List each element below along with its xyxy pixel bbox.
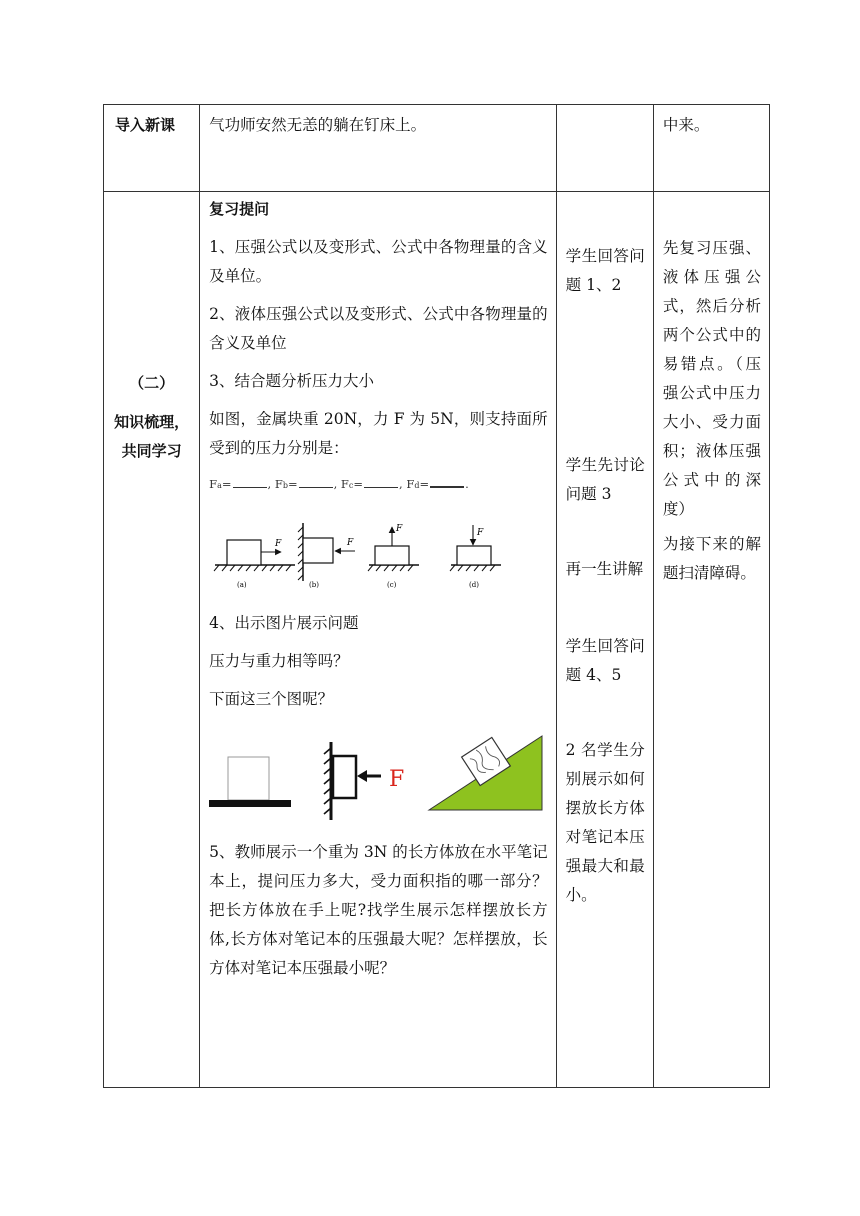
intent-text: 中来。	[662, 116, 710, 134]
force-diagrams-abcd	[209, 519, 529, 599]
table-row	[104, 105, 770, 192]
picture-block-on-slope	[429, 736, 542, 810]
diagram-c	[368, 524, 419, 589]
force-label-d: F	[477, 528, 484, 538]
student-activity-4: 学生回答问题 4、5	[565, 637, 645, 684]
question-1: 1、压强公式以及变形式、公式中各物理量的含义及单位。	[209, 238, 548, 285]
content-text: 气功师安然无恙的躺在钉床上。	[209, 116, 427, 134]
picture-block-on-floor	[209, 757, 291, 807]
student-activity-5: 2 名学生分别展示如何摆放长方体对笔记本压强最大和最小。	[565, 741, 645, 904]
stage-number: （二）	[129, 374, 175, 392]
diagram-label-b: (b)	[309, 581, 320, 589]
question-3-description: 如图，金属块重 20N，力 F 为 5N，则支持面所受到的压力分别是：	[209, 410, 548, 457]
student-activity-3: 再一生讲解	[565, 560, 644, 578]
blank-fb	[299, 476, 333, 488]
student-cell	[556, 192, 653, 1088]
lesson-plan-table	[103, 104, 770, 1088]
intent-cell	[653, 105, 769, 192]
student-text	[557, 105, 653, 111]
diagram-b	[298, 523, 355, 589]
student-activity-1: 学生回答问题 1、2	[565, 247, 645, 294]
review-title: 复习提问	[209, 200, 270, 218]
diagram-label-a: (a)	[237, 581, 247, 589]
intent-cell	[653, 192, 769, 1088]
design-intent-2: 为接下来的解题扫清障碍。	[662, 535, 761, 582]
student-cell	[556, 105, 653, 192]
pressure-pictures	[209, 734, 554, 824]
diagram-d	[450, 525, 501, 589]
question-4: 4、出示图片展示问题	[209, 614, 359, 632]
picture-block-on-wall	[324, 742, 404, 820]
content-cell	[200, 192, 557, 1088]
content-cell	[200, 105, 557, 192]
answer-blanks: Fa= , Fb= , Fc= , Fd= .	[209, 477, 469, 491]
force-label-picture: F	[389, 767, 405, 792]
question-3: 3、结合题分析压力大小	[209, 372, 375, 390]
question-2: 2、液体压强公式以及变形式、公式中各物理量的含义及单位	[209, 305, 548, 352]
diagram-a	[214, 539, 295, 589]
stage-title-line2: 共同学习	[121, 442, 182, 460]
student-activity-2: 学生先讨论问题 3	[565, 456, 645, 503]
stage-title-line1: 知识梳理，	[114, 413, 190, 431]
question-5: 5、教师展示一个重为 3N 的长方体放在水平笔记本上，提问压力多大，受力面积指的哪一部分？把长方体放在手上呢?找学生展示怎样摆放长方体,长方体对笔记本的压强最大呢？怎样摆放，长方体对笔记本压强最小呢？	[209, 843, 548, 977]
blank-fd	[430, 475, 464, 488]
blank-fc	[364, 476, 398, 488]
stage-label: 导入新课	[115, 116, 176, 134]
force-label-b: F	[347, 538, 354, 548]
diagram-label-d: (d)	[469, 581, 480, 589]
diagram-label-c: (c)	[387, 581, 397, 589]
question-4-b: 下面这三个图呢？	[209, 690, 334, 708]
force-label-a: F	[275, 539, 282, 549]
stage-cell	[104, 105, 200, 192]
stage-cell	[104, 192, 200, 1088]
blank-fa	[233, 476, 267, 488]
question-4-a: 压力与重力相等吗？	[209, 652, 349, 670]
design-intent-1: 先复习压强、液体压强公式，然后分析两个公式中的易错点。（压强公式中压力大小、受力面积；液体压强公式中的深度）	[662, 239, 761, 518]
table-row	[104, 192, 770, 1088]
force-label-c: F	[396, 524, 403, 534]
